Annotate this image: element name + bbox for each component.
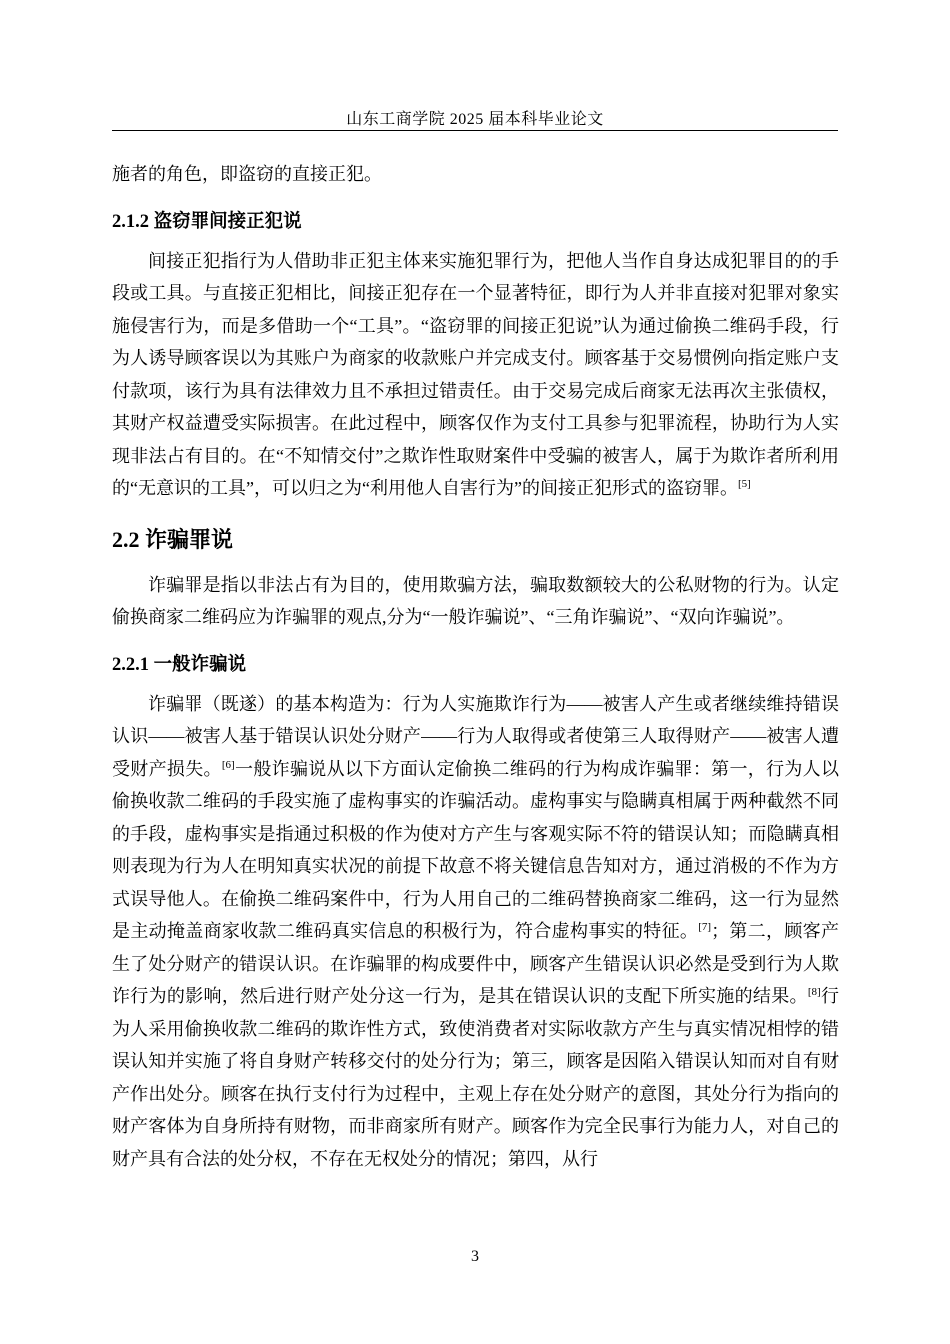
header-divider [112, 130, 838, 131]
heading-2-1-2 [112, 209, 839, 235]
heading-2-2 [112, 525, 839, 555]
footnote-reference: [5] [737, 478, 751, 490]
text-run: 2.2 诈骗罪说 [112, 526, 234, 552]
paragraph-continuation [112, 158, 839, 191]
footnote-reference: [6] [221, 758, 235, 771]
text-run: 诈骗罪（既遂）的基本构造为：行为人实施欺诈行为——被害人产生或者继续维持错误认识——被害人基于错误认识处分财产——行为人取得或者使第三人取得财产——被害人遭受财产损失。 [112, 693, 839, 779]
text-run: 2.1.2 盗窃罪间接正犯说 [112, 211, 302, 232]
footnote-reference: [7] [698, 921, 712, 933]
text-run: 间接正犯指行为人借助非正犯主体来实施犯罪行为，把他人当作自身达成犯罪目的的手段或工具。与直接正犯相比，间接正犯存在一个显著特征，即行为人并非直接对犯罪对象实施侵害行为，而是多借助一个“工具”。“盗窃罪的间接正犯说”认为通过偷换二维码手段，行为人诱导顾客误以为其账户为商家的收款账户并完成支付。顾客基于交易惯例向指定账户支付款项，该行为具有法律效力且不承担过错责任。由于交易完成后商家无法再次主张债权，其财产权益遭受实际损害。在此过程中，顾客仅作为支付工具参与犯罪流程，协助行为人实现非法占有目的。在“不知情交付”之欺诈性取财案件中受骗的被害人，属于为欺诈者所利用的“无意识的工具”，可以归之为“利用他人自害行为”的间接正犯形式的盗窃罪。 [112, 250, 839, 498]
text-run: 2.2.1 一般诈骗说 [112, 654, 247, 675]
text-run: 一般诈骗说从以下方面认定偷换二维码的行为构成诈骗罪：第一，行为人以偷换收款二维码的手段实施了虚构事实的诈骗活动。虚构事实与隐瞒真相属于两种截然不同的手段，虚构事实是指通过积极的作为使对方产生与客观实际不符的错误认知；而隐瞒真相则表现为行为人在明知真实状况的前提下故意不将关键信息告知对方，通过消极的不作为方式误导他人。在偷换二维码案件中，行为人用自己的二维码替换商家二维码，这一行为显然是主动掩盖商家收款二维码真实信息的积极行为，符合虚构事实的特征。 [112, 758, 839, 941]
heading-2-2-1 [112, 652, 839, 678]
page-header-title: 山东工商学院 2025 届本科毕业论文 [346, 111, 604, 128]
text-run: 诈骗罪是指以非法占有为目的，使用欺骗方法，骗取数额较大的公私财物的行为。认定偷换商家二维码应为诈骗罪的观点,分为“一般诈骗说”、“三角诈骗说”、“双向诈骗说”。 [112, 574, 839, 627]
paragraph-fraud-overview [112, 569, 839, 634]
page-number: 3 [471, 1248, 479, 1265]
document-body [112, 158, 839, 1175]
text-run: ；第二，顾客产生了处分财产的错误认识。在诈骗罪的构成要件中，顾客产生错误认识必然是受到行为人欺诈行为的影响，然后进行财产处分这一行为，是其在错误认识的支配下所实施的结果。 [112, 921, 839, 1006]
paragraph-general-fraud [112, 688, 839, 1176]
text-run: 施者的角色，即盗窃的直接正犯。 [112, 164, 382, 184]
paragraph-indirect-principal [112, 245, 839, 505]
text-run: 行为人采用偷换收款二维码的欺诈性方式，致使消费者对实际收款方产生与真实情况相悖的错误认知并实施了将自身财产转移交付的处分行为；第三，顾客是因陷入错误认知而对自有财产作出处分。顾客在执行支付行为过程中，主观上存在处分财产的意图，其处分行为指向的财产客体为自身所持有财物，而非商家所有财产。顾客作为完全民事行为能力人，对自己的财产具有合法的处分权，不存在无权处分的情况；第四，从行 [112, 986, 839, 1169]
footnote-reference: [8] [807, 986, 821, 998]
